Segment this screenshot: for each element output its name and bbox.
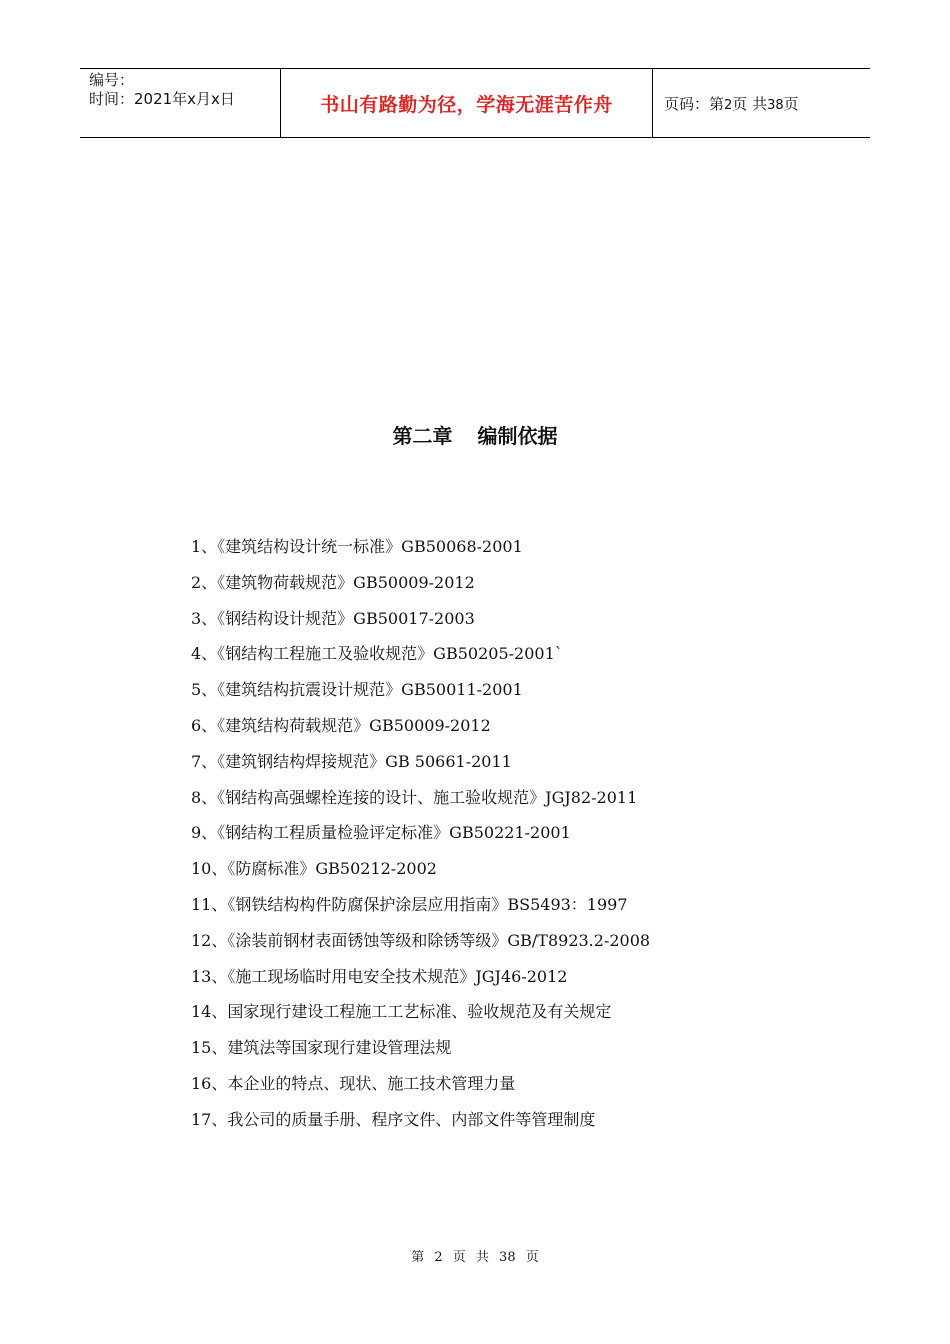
page-info-line xyxy=(664,93,870,114)
chapter-title: 第二章 编制依据 xyxy=(392,424,558,448)
list-item: 11、《钢铁结构构件防腐保护涂层应用指南》BS5493：1997 xyxy=(191,894,628,914)
list-item: 8、《钢结构高强螺栓连接的设计、施工验收规范》JGJ82-2011 xyxy=(191,787,638,807)
header-meta xyxy=(80,69,281,137)
list-item: 9、《钢结构工程质量检验评定标准》GB50221-2001 xyxy=(191,823,571,843)
motto-text: 书山有路勤为径，学海无涯苦作舟 xyxy=(320,93,613,116)
list-item: 12、《涂装前钢材表面锈蚀等级和除锈等级》GB/T8923.2-2008 xyxy=(191,930,651,950)
list-item: 17、我公司的质量手册、程序文件、内部文件等管理制度 xyxy=(191,1109,596,1129)
list-item: 14、国家现行建设工程施工工艺标准、验收规范及有关规定 xyxy=(191,1002,612,1022)
list-item: 2、《建筑物荷载规范》GB50009-2012 xyxy=(191,572,475,592)
list-item: 16、本企业的特点、现状、施工技术管理力量 xyxy=(191,1073,516,1093)
list-item: 1、《建筑结构设计统一标准》GB50068-2001 xyxy=(191,537,523,556)
document-number-label: 编号： xyxy=(89,71,135,89)
header-motto xyxy=(281,69,653,137)
page-footer: 第 2 页 共 38 页 xyxy=(411,1250,539,1265)
list-item: 15、建筑法等国家现行建设管理法规 xyxy=(191,1038,452,1058)
page-label-end: 页 xyxy=(783,94,799,113)
basis-list xyxy=(191,532,650,1141)
document-time-label: 时间：2021年x月x日 xyxy=(89,90,235,108)
page-number: 2 xyxy=(724,97,733,113)
list-item: 4、《钢结构工程施工及验收规范》GB50205-2001` xyxy=(191,644,563,664)
list-item: 7、《建筑钢结构焊接规范》GB 50661-2011 xyxy=(191,751,512,771)
header-page-info xyxy=(653,69,870,137)
list-item: 13、《施工现场临时用电安全技术规范》JGJ46-2012 xyxy=(191,966,568,986)
list-item: 6、《建筑结构荷载规范》GB50009-2012 xyxy=(191,715,491,735)
page-label-prefix: 页码：第 xyxy=(664,94,725,113)
list-item: 5、《建筑结构抗震设计规范》GB50011-2001 xyxy=(191,680,523,700)
page-total: 38 xyxy=(767,97,784,113)
page-label-mid: 页 共 xyxy=(732,94,768,113)
list-item: 10、《防腐标准》GB50212-2002 xyxy=(191,859,437,879)
list-item: 3、《钢结构设计规范》GB50017-2003 xyxy=(191,608,475,628)
page-header xyxy=(80,68,870,138)
